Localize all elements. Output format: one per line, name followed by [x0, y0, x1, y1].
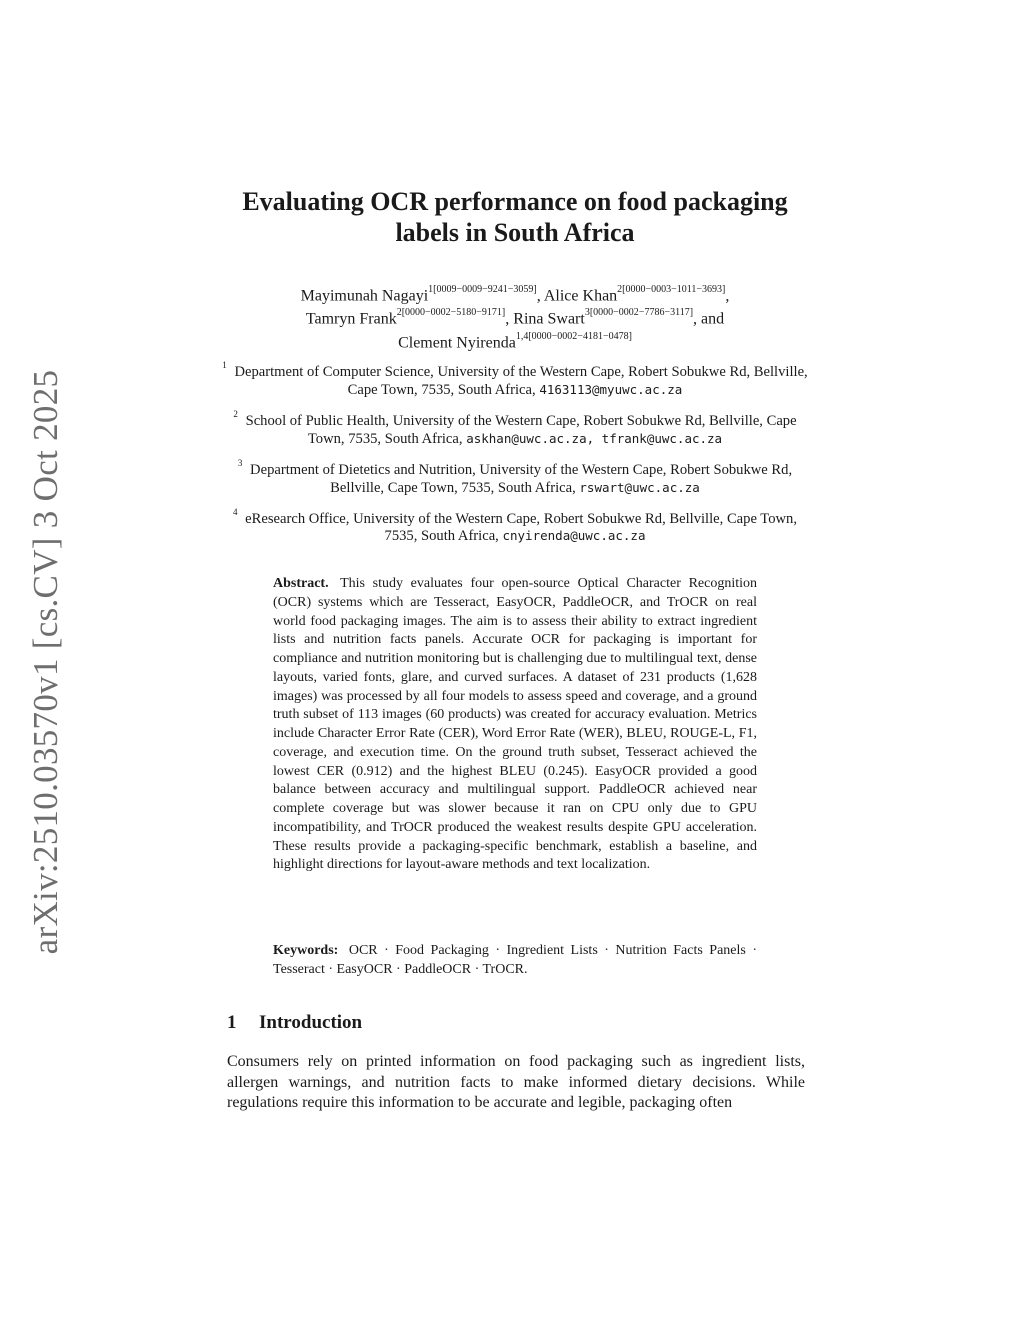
paper-title	[214, 186, 816, 248]
affiliation	[222, 358, 808, 399]
abstract-text: This study evaluates four open-source Optical Character Recognition (OCR) systems which are Tesseract, EasyOCR, PaddleOCR, and TrOCR on real world food packaging images. The aim is to assess their ability to extract ingredient lists and nutrition facts panels. Accurate OCR for packaging is important for compliance and nutrition monitoring but is challenging due to multilingual text, dense layouts, varied fonts, glare, and curved surfaces. A dataset of 231 products (1,628 images) was processed by all four models to assess speed and coverage, and a ground truth subset of 113 images (60 products) was created for accuracy evaluation. Metrics include Character Error Rate (CER), Word Error Rate (WER), BLEU, ROUGE-L, F1, coverage, and execution time. On the ground truth subset, Tesseract achieved the lowest CER (0.912) and the highest BLEU (0.245). EasyOCR provided a good balance between accuracy and multilingual support. PaddleOCR achieved near complete coverage but was slower because it ran on CPU only due to GPU incompatibility, and TrOCR produced the weakest results despite GPU acceleration. These results provide a packaging-specific benchmark, establish a baseline, and highlight directions for layout-aware methods and text localization.	[273, 576, 757, 873]
author-name: Tamryn Frank	[305, 310, 397, 328]
author-name: Clement Nyirenda	[398, 333, 516, 351]
affiliation	[222, 505, 808, 546]
affiliation-text: Department of Dietetics and Nutrition, University of the Western Cape, Robert Sobukwe Rd, Bellville, Cape Town, 7535, South Africa,	[250, 461, 793, 496]
author-line-3	[200, 329, 830, 352]
keywords	[273, 942, 757, 979]
author-line-2: Tamryn Frank$^{2[0000-0002-5180-9171]}$, Rina Swart$^{3[0000-0002-7786-3117]}$, and	[305, 307, 725, 328]
keywords-text: OCR · Food Packaging · Ingredient Lists · Nutrition Facts Panels · Tesseract · EasyOCR · PaddleOCR · TrOCR.	[273, 943, 758, 977]
abstract-label: Abstract.	[273, 576, 329, 591]
affiliation-email: rswart@uwc.ac.za	[579, 479, 700, 495]
abstract	[273, 575, 757, 875]
affiliation-text: eResearch Office, University of the Western Cape, Robert Sobukwe Rd, Bellville, Cape Town, 7535, South Africa,	[245, 510, 797, 545]
affiliation-email: askhan@uwc.ac.za, tfrank@uwc.ac.za	[466, 430, 723, 446]
title-line-1: Evaluating OCR performance on food packaging	[242, 187, 788, 216]
affiliation-number: 2	[233, 408, 238, 419]
affiliation	[222, 407, 808, 448]
introduction-paragraph: Consumers rely on printed information on food packaging such as ingredient lists, allergen warnings, and nutrition facts to make informed dietary decisions. While regulations require this information to be accurate and legible, packaging often	[227, 1053, 805, 1111]
title-line-2: labels in South Africa	[395, 218, 635, 247]
affiliation-email: cnyirenda@uwc.ac.za	[502, 528, 646, 544]
section-number: 1	[227, 1012, 237, 1033]
affiliations	[222, 358, 808, 553]
author-list	[200, 282, 830, 352]
affiliation-text: Department of Computer Science, University of the Western Cape, Robert Sobukwe Rd, Bellville, Cape Town, 7535, South Africa,	[234, 363, 808, 398]
section-heading	[227, 1012, 362, 1034]
author-name: Mayimunah Nagayi	[300, 287, 429, 305]
affiliation	[222, 456, 808, 497]
author-orcid: 2[0000−0002−5180−9171]	[396, 307, 506, 319]
author-orcid: 3[0000−0002−7786−3117]	[584, 307, 694, 319]
author-orcid: 1[0009−0009−9241−3059]	[428, 284, 537, 295]
affiliation-number: 3	[237, 457, 243, 468]
author-line-1: Mayimunah Nagayi$^{1[0009-0009-9241-3059]}$, Alice Khan$^{2[0000-0003-1011-3693]}$,	[300, 284, 730, 305]
author-name: Alice Khan	[543, 287, 618, 305]
affiliation-text: School of Public Health, University of the Western Cape, Robert Sobukwe Rd, Bellville, Cape Town, 7535, South Africa,	[245, 412, 797, 447]
affiliation-email: 4163113@myuwc.ac.za	[539, 381, 683, 397]
author-orcid: 1,4[0000−0002−4181−0478]	[515, 330, 632, 342]
arxiv-identifier: arXiv:2510.03570v1 [cs.CV] 3 Oct 2025	[26, 369, 65, 955]
affiliation-number: 1	[222, 360, 227, 370]
author-name: Rina Swart	[513, 310, 585, 328]
affiliation-number: 4	[233, 506, 238, 517]
keywords-label: Keywords:	[273, 943, 339, 958]
section-title: Introduction	[259, 1012, 363, 1033]
author-orcid: 2[0000−0003−1011−3693]	[617, 284, 726, 295]
